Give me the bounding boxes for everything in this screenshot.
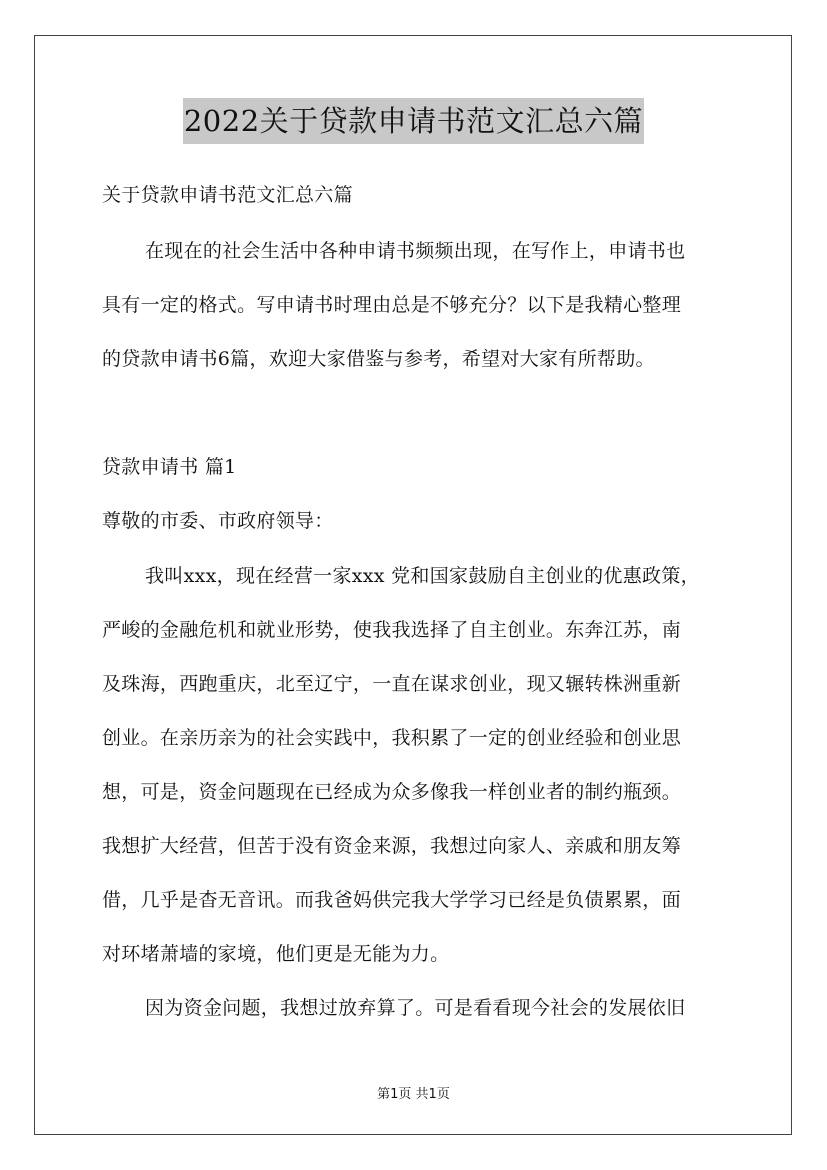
intro-line-3: 的贷款申请书6篇，欢迎大家借鉴与参考，希望对大家有所帮助。	[102, 348, 655, 370]
section-heading: 贷款申请书 篇1	[102, 456, 237, 478]
document-subtitle: 关于贷款申请书范文汇总六篇	[102, 184, 353, 206]
body-line-7: 借，几乎是杳无音讯。而我爸妈供完我大学学习已经是负债累累，面	[102, 889, 682, 911]
title-container	[0, 98, 827, 144]
body-line-4: 创业。在亲历亲为的社会实践中，我积累了一定的创业经验和创业思	[102, 727, 682, 749]
intro-line-2: 具有一定的格式。写申请书时理由总是不够充分？以下是我精心整理	[102, 294, 682, 316]
intro-line-1: 在现在的社会生活中各种申请书频频出现，在写作上，申请书也	[145, 240, 686, 262]
page-footer: 第1页 共1页	[377, 1087, 450, 1102]
body-line-8: 对环堵萧墙的家境，他们更是无能为力。	[102, 943, 450, 965]
body-line-2: 严峻的金融危机和就业形势，使我我选择了自主创业。东奔江苏，南	[102, 619, 682, 641]
salutation: 尊敬的市委、市政府领导：	[102, 510, 334, 532]
body-line-3: 及珠海，西跑重庆，北至辽宁，一直在谋求创业，现又辗转株洲重新	[102, 673, 682, 695]
body-line-1: 我叫xxx，现在经营一家xxx 党和国家鼓励自主创业的优惠政策，	[145, 565, 700, 587]
document-title: 2022关于贷款申请书范文汇总六篇	[183, 98, 644, 144]
body-line-5: 想，可是，资金问题现在已经成为众多像我一样创业者的制约瓶颈。	[102, 781, 682, 803]
body-line-9: 因为资金问题，我想过放弃算了。可是看看现今社会的发展依旧	[145, 997, 686, 1019]
body-line-6: 我想扩大经营，但苦于没有资金来源，我想过向家人、亲戚和朋友筹	[102, 835, 682, 857]
